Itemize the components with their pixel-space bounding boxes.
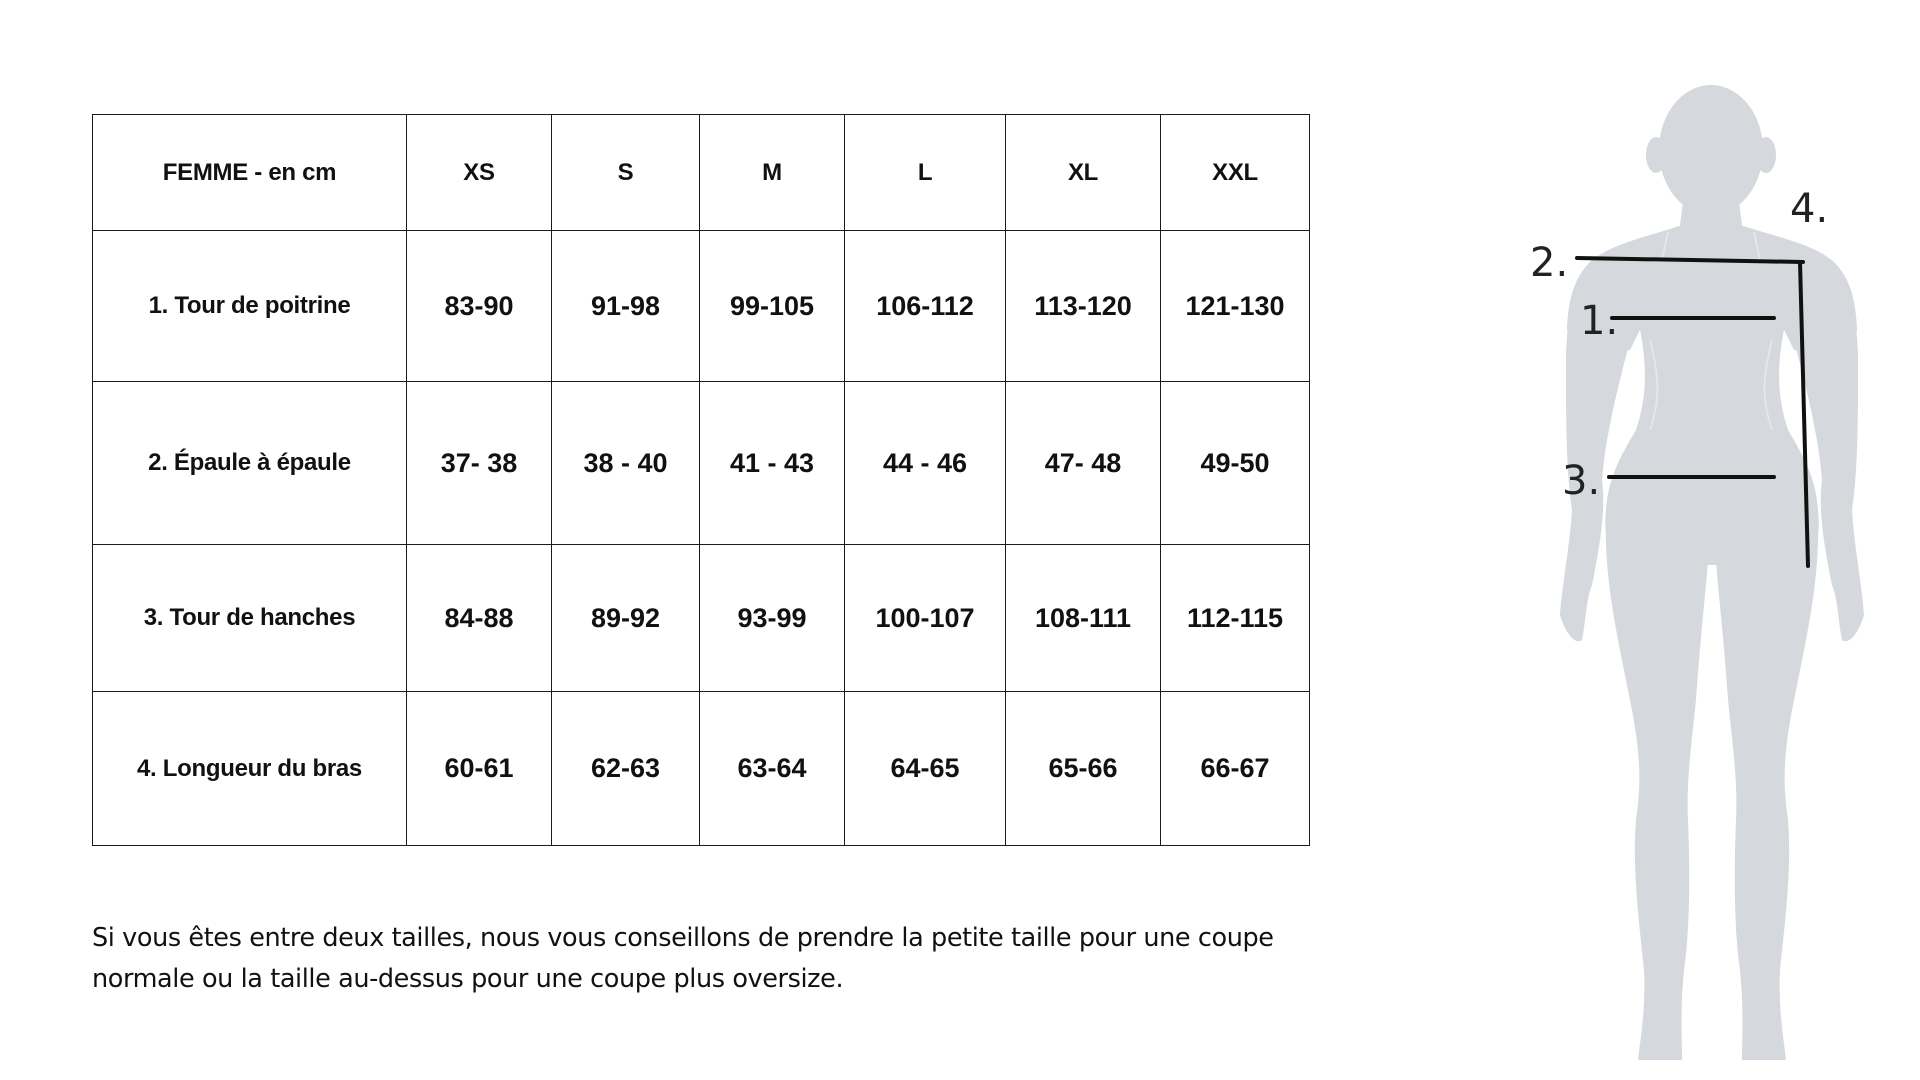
table-cell: 37- 38 xyxy=(407,382,552,545)
table-cell: 93-99 xyxy=(700,545,845,692)
sizing-advice-line-2: normale ou la taille au-dessus pour une coupe plus oversize. xyxy=(92,964,844,994)
table-cell: 112-115 xyxy=(1161,545,1310,692)
sizing-advice-note xyxy=(92,918,1382,1000)
table-cell: 66-67 xyxy=(1161,692,1310,846)
table-cell: 47- 48 xyxy=(1006,382,1161,545)
table-cell: 121-130 xyxy=(1161,231,1310,382)
silhouette-ear-left xyxy=(1646,137,1666,173)
table-cell: 49-50 xyxy=(1161,382,1310,545)
row-label-chest: 1. Tour de poitrine xyxy=(93,231,407,382)
size-header-xl: XL xyxy=(1006,115,1161,231)
row-label-hips: 3. Tour de hanches xyxy=(93,545,407,692)
table-cell: 60-61 xyxy=(407,692,552,846)
shoulder-label: 2. xyxy=(1530,240,1569,286)
table-cell: 44 - 46 xyxy=(845,382,1006,545)
table-cell: 38 - 40 xyxy=(552,382,700,545)
table-cell: 113-120 xyxy=(1006,231,1161,382)
table-cell: 84-88 xyxy=(407,545,552,692)
table-header-row xyxy=(93,115,1310,231)
table-cell: 106-112 xyxy=(845,231,1006,382)
table-row-shoulder xyxy=(93,382,1310,545)
size-chart-table xyxy=(92,114,1310,846)
size-header-xxl: XXL xyxy=(1161,115,1310,231)
table-cell: 63-64 xyxy=(700,692,845,846)
table-cell: 89-92 xyxy=(552,545,700,692)
row-label-arm: 4. Longueur du bras xyxy=(93,692,407,846)
arm-label: 4. xyxy=(1790,186,1829,232)
corner-header: FEMME - en cm xyxy=(93,115,407,231)
silhouette-leg-left xyxy=(1606,520,1708,1060)
table-row-hips xyxy=(93,545,1310,692)
table-cell: 83-90 xyxy=(407,231,552,382)
table-row-arm xyxy=(93,692,1310,846)
size-header-s: S xyxy=(552,115,700,231)
table-cell: 99-105 xyxy=(700,231,845,382)
size-header-m: M xyxy=(700,115,845,231)
table-cell: 64-65 xyxy=(845,692,1006,846)
table-cell: 41 - 43 xyxy=(700,382,845,545)
hips-label: 3. xyxy=(1562,458,1601,504)
table-cell: 108-111 xyxy=(1006,545,1161,692)
body-measurement-figure xyxy=(1500,70,1880,1070)
table-cell: 91-98 xyxy=(552,231,700,382)
table-cell: 65-66 xyxy=(1006,692,1161,846)
row-label-shoulder: 2. Épaule à épaule xyxy=(93,382,407,545)
size-header-xs: XS xyxy=(407,115,552,231)
size-header-l: L xyxy=(845,115,1006,231)
silhouette-leg-right xyxy=(1716,520,1818,1060)
table-cell: 62-63 xyxy=(552,692,700,846)
sizing-advice-line-1: Si vous êtes entre deux tailles, nous vous conseillons de prendre la petite taille pour une coupe xyxy=(92,923,1274,953)
table-row-chest xyxy=(93,231,1310,382)
chest-label: 1. xyxy=(1580,298,1619,344)
table-cell: 100-107 xyxy=(845,545,1006,692)
silhouette-ear-right xyxy=(1756,137,1776,173)
